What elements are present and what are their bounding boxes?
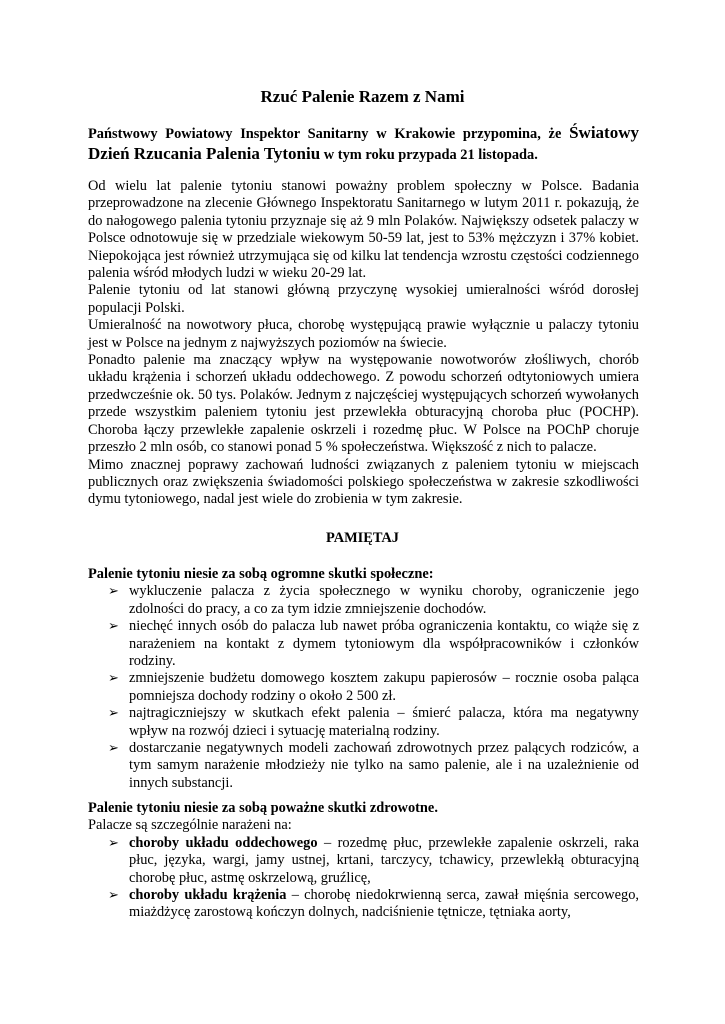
body-paragraph: Palenie tytoniu od lat stanowi główną przyczynę wysokiej umieralności wśród dorosłej populacji Polski.: [88, 282, 639, 316]
list-item-text: zmniejszenie budżetu domowego kosztem zakupu papierosów – rocznie osoba paląca pomniejsza dochody rodziny o około 2 500 zł.: [129, 670, 639, 704]
social-effects-heading: Palenie tytoniu niesie za sobą ogromne skutki społeczne:: [88, 566, 434, 582]
list-item: [88, 705, 639, 740]
list-item-text: – chorobę niedokrwienną serca, zawał mięśnia sercowego, miażdżycę zarostową kończyn dolnych, nadciśnienie tętnicze, tętniaka aorty,: [129, 887, 639, 921]
list-item-text: wykluczenie palacza z życia społecznego w wyniku choroby, ograniczenie jego zdolności do pracy, a co za tym idzie zmniejszenie dochodów.: [129, 583, 639, 617]
arrow-bullet-icon: ➢: [108, 619, 119, 635]
list-item: [88, 670, 639, 705]
list-item-label: choroby układu krążenia: [129, 887, 287, 904]
document-title: Rzuć Palenie Razem z Nami: [260, 87, 465, 106]
health-effects-section: [88, 800, 639, 922]
arrow-bullet-icon: ➢: [108, 671, 119, 687]
social-effects-section: [88, 566, 639, 792]
list-item: [88, 618, 639, 670]
list-item-text: dostarczanie negatywnych modeli zachowań zdrowotnych przez palących rodziców, a tym samym narażenie młodzieży nie tylko na samo palenie, ale i na uzależnienie od innych substancji.: [129, 740, 639, 791]
list-item-text: niechęć innych osób do palacza lub nawet próba ograniczenia kontaktu, co wiąże się z narażeniem na kontakt z dymem tytoniowym dla współpracowników i członków rodziny.: [129, 618, 639, 670]
intro-paragraph: [88, 123, 639, 165]
list-item-text: najtragiczniejszy w skutkach efekt palenia – śmierć palacza, która ma negatywny wpływ na rozwój dzieci i sytuację materialną rodziny.: [129, 705, 639, 739]
social-effects-list: [88, 583, 639, 792]
body-paragraph: Umieralność na nowotwory płuca, chorobę występującą prawie wyłącznie u palaczy tytoniu jest w Polsce na jednym z najwyższych poziomów na świecie.: [88, 317, 639, 351]
pamietaj-heading: PAMIĘTAJ: [325, 530, 399, 546]
body-paragraph: Mimo znacznej poprawy zachowań ludności związanych z paleniem tytoniu w miejscach publicznych oraz zwiększenia świadomości polskiego społeczeństwa w zakresie szkodliwości dymu tytoniowego, nadal jest wiele do zrobienia w tym zakresie.: [88, 456, 639, 508]
body-paragraph: Ponadto palenie ma znaczący wpływ na występowanie nowotworów złośliwych, chorób układu krążenia i schorzeń układu oddechowego. Z powodu schorzeń odtytoniowych umiera przedwcześnie ok. 50 tys. Polaków. Jednym z najczęściej występujących schorzeń wywołanych przede wszystkim paleniem tytoniu jest przewlekła obturacyjną choroba płuc (POCHP). Choroba łączy przewlekłe zapalenie oskrzeli i rozedmę płuc. W Polsce na POChP choruje przeszło 2 mln osób, co stanowi ponad 5 % społeczeństwa. Większość z nich to palacze.: [88, 352, 639, 456]
health-effects-subheading: Palacze są szczególnie narażeni na:: [88, 817, 292, 834]
body-paragraph: Od wielu lat palenie tytoniu stanowi poważny problem społeczny w Polsce. Badania przeprowadzone na zlecenie Głównego Inspektoratu Sanitarnego w lutym 2011 r. pokazują, że do nałogowego palenia tytoniu przyznaje się aż 9 mln Polaków. Największy odsetek palaczy w Polsce odnotowuje się w przedziale wiekowym 50-59 lat, jest to 53% mężczyzn i 37% kobiet. Niepokojąca jest również utrzymująca się od kilku lat tendencja wzrostu częstości codziennego palenia wśród młodych ludzi w wieku 20-29 lat.: [88, 178, 639, 282]
arrow-bullet-icon: ➢: [108, 706, 119, 722]
intro-highlight: Światowy Dzień Rzucania Palenia Tytoniu: [88, 123, 639, 163]
list-item: [88, 887, 639, 922]
intro-part2: w tym roku przypada 21 listopada.: [320, 147, 538, 163]
list-item: [88, 740, 639, 792]
list-item: [88, 835, 639, 887]
list-item: [88, 583, 639, 618]
arrow-bullet-icon: ➢: [108, 888, 119, 904]
arrow-bullet-icon: ➢: [108, 741, 119, 757]
arrow-bullet-icon: ➢: [108, 584, 119, 600]
list-item-text: – rozedmę płuc, przewlekłe zapalenie oskrzeli, raka płuc, języka, wargi, jamy ustnej, krtani, tarczycy, tchawicy, przewlekłą obturacyjną chorobę płuc, astmę oskrzelową, gruźlicę,: [129, 834, 640, 886]
arrow-bullet-icon: ➢: [108, 835, 119, 851]
list-item-label: choroby układu oddechowego: [129, 834, 318, 851]
health-effects-list: [88, 835, 639, 922]
body-text: [88, 178, 639, 509]
intro-part1: Państwowy Powiatowy Inspektor Sanitarny w Krakowie przypomina, że: [88, 126, 570, 142]
health-effects-heading: Palenie tytoniu niesie za sobą poważne skutki zdrowotne.: [88, 800, 438, 816]
